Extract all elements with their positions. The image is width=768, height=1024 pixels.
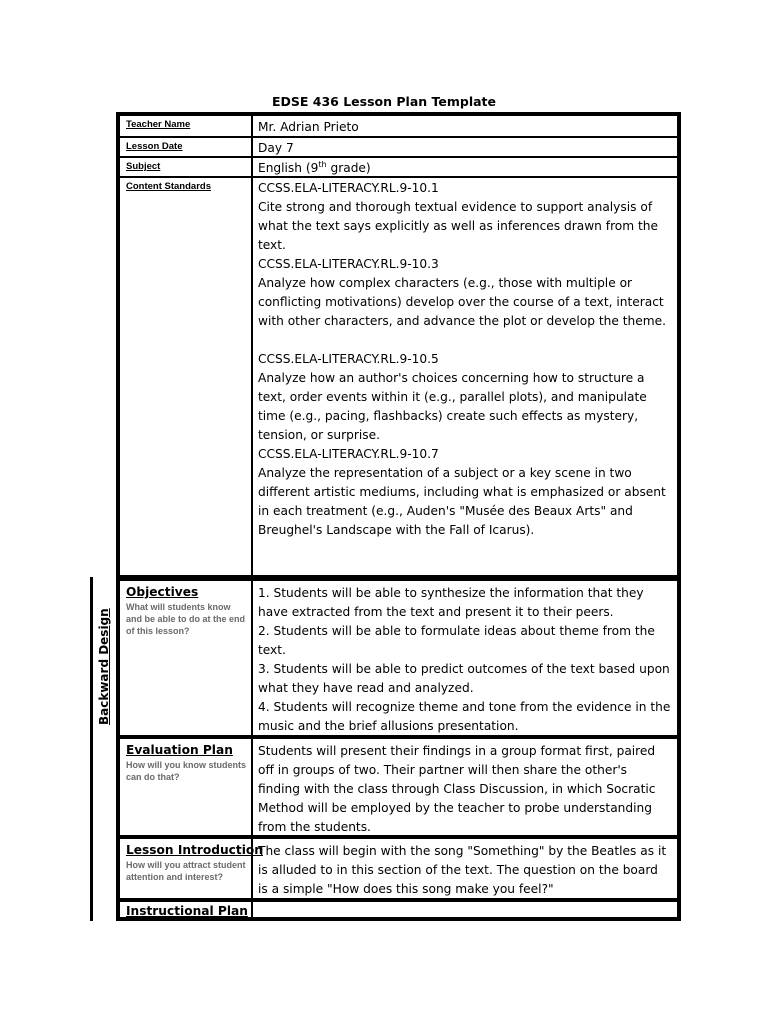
objectives-line: 1. Students will be able to synthesize the information that they	[258, 586, 644, 600]
instructional-plan-title: Instructional Plan	[126, 904, 248, 918]
subject-row	[120, 158, 677, 178]
subject-text-suffix: grade)	[326, 161, 371, 175]
blank-line	[258, 331, 669, 350]
standards-line: what the text says explicitly as well as inferences drawn from the	[258, 219, 659, 233]
objectives-line: 3. Students will be able to predict outcomes of the text based upon	[258, 662, 670, 676]
standards-line: with other characters, and advance the plot or develop the theme.	[258, 314, 666, 328]
lesson-introduction-value	[258, 842, 671, 899]
standards-line: Analyze how complex characters (e.g., those with multiple or	[258, 276, 633, 290]
backward-design-table	[116, 577, 681, 921]
evaluation-line: Students will present their findings in a group format first, paired	[258, 744, 656, 758]
lesson-date-row	[120, 138, 677, 158]
document-title: EDSE 436 Lesson Plan Template	[271, 94, 497, 109]
standards-line: Cite strong and thorough textual evidence to support analysis of	[258, 200, 653, 214]
introduction-line: is alluded to in this section of the text. The question on the board	[258, 863, 658, 877]
introduction-line: is a simple "How does this song make you feel?"	[258, 882, 554, 896]
evaluation-line: Method will be employed by the teacher to probe understanding	[258, 801, 652, 815]
standards-line: Breughel's Landscape with the Fall of Icarus).	[258, 523, 535, 537]
evaluation-line: off in groups of two. Their partner will then share the other's	[258, 763, 628, 777]
objectives-hint: What will students know and be able to do at the end of this lesson?	[126, 602, 246, 636]
content-standards-label: Content Standards	[126, 181, 211, 192]
objectives-row	[120, 581, 677, 739]
objectives-line: music and the brief allusions presentation.	[258, 719, 519, 733]
standards-line: Analyze the representation of a subject or a key scene in two	[258, 466, 632, 480]
evaluation-line: finding with the class through Class Discussion, in which Socratic	[258, 782, 656, 796]
teacher-name-label: Teacher Name	[126, 119, 191, 130]
objectives-line: text.	[258, 643, 286, 657]
standards-line: tension, or surprise.	[258, 428, 380, 442]
evaluation-plan-title: Evaluation Plan	[126, 743, 233, 757]
standards-line: in each treatment (e.g., Auden's "Musée des Beaux Arts" and	[258, 504, 633, 518]
content-standards-value	[258, 179, 669, 540]
lesson-info-table	[116, 112, 681, 579]
standards-line: CCSS.ELA-LITERACY.RL.9-10.5	[258, 352, 439, 366]
standards-line: CCSS.ELA-LITERACY.RL.9-10.1	[258, 181, 439, 195]
standards-line: conflicting motivations) develop over the course of a text, interact	[258, 295, 664, 309]
teacher-name-row	[120, 116, 677, 138]
standards-line: text.	[258, 238, 286, 252]
evaluation-plan-row	[120, 739, 677, 839]
objectives-title: Objectives	[126, 585, 199, 599]
standards-line: text, order events within it (e.g., parallel plots), and manipulate	[258, 390, 647, 404]
subject-value	[258, 159, 669, 178]
objectives-line: what they have read and analyzed.	[258, 681, 474, 695]
objectives-line: 4. Students will recognize theme and tone from the evidence in the	[258, 700, 671, 714]
lesson-date-value: Day 7	[258, 141, 294, 155]
subject-label: Subject	[126, 161, 161, 172]
introduction-line: The class will begin with the song "Something" by the Beatles as it	[258, 844, 667, 858]
lesson-introduction-title: Lesson Introduction	[126, 843, 263, 857]
teacher-name-value: Mr. Adrian Prieto	[258, 120, 359, 134]
lesson-introduction-row	[120, 839, 677, 902]
objectives-value	[258, 584, 671, 736]
content-standards-row	[120, 178, 677, 579]
objectives-line: 2. Students will be able to formulate ideas about theme from the	[258, 624, 655, 638]
evaluation-plan-value	[258, 742, 671, 837]
lesson-introduction-hint: How will you attract student attention and interest?	[126, 860, 246, 882]
objectives-line: have extracted from the text and present it to their peers.	[258, 605, 614, 619]
subject-text: English (9	[258, 161, 319, 175]
evaluation-plan-hint: How will you know students can do that?	[126, 760, 247, 782]
standards-line: CCSS.ELA-LITERACY.RL.9-10.7	[258, 447, 439, 461]
subject-superscript: th	[318, 159, 327, 169]
lesson-date-label: Lesson Date	[126, 141, 183, 152]
standards-line: time (e.g., pacing, flashbacks) create such effects as mystery,	[258, 409, 639, 423]
standards-line: CCSS.ELA-LITERACY.RL.9-10.3	[258, 257, 439, 271]
instructional-plan-row	[120, 902, 677, 917]
standards-line: different artistic mediums, including what is emphasized or absent	[258, 485, 666, 499]
evaluation-line: from the students.	[258, 820, 371, 834]
backward-design-label: Backward Design	[97, 608, 111, 725]
standards-line: Analyze how an author's choices concerning how to structure a	[258, 371, 645, 385]
